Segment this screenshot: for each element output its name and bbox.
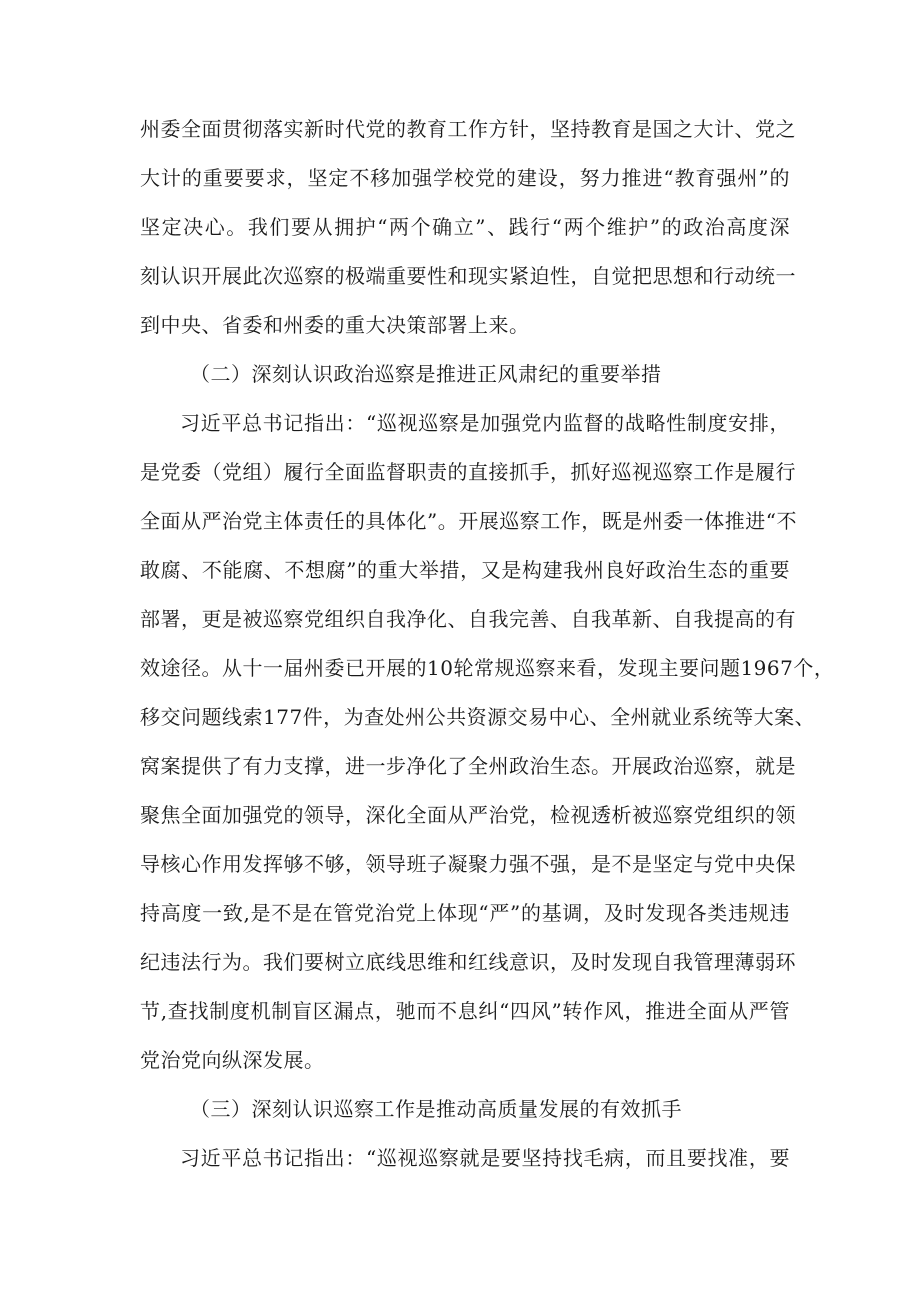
paragraph-2-line-9: 聚焦全面加强党的领导，深化全面从严治党，检视透析被巡察党组织的领 — [140, 803, 796, 827]
paragraph-1-line-2: 大计的重要要求，坚定不移加强学校党的建设，努力推进“教育强州”的 — [140, 166, 790, 190]
paragraph-2-line-12: 纪违法行为。我们要树立底线思维和红线意识，及时发现自我管理薄弱环 — [140, 950, 796, 974]
paragraph-2-line-2: 是党委（党组）履行全面监督职责的直接抓手，抓好巡视巡察工作是履行 — [140, 460, 796, 484]
paragraph-1-line-1: 州委全面贯彻落实新时代党的教育工作方针，坚持教育是国之大计、党之 — [140, 117, 796, 141]
paragraph-2-line-13: 节,查找制度机制盲区漏点，驰而不息纠“四风”转作风，推进全面从严管 — [140, 999, 790, 1023]
paragraph-2-line-14: 党治党向纵深发展。 — [140, 1048, 325, 1072]
paragraph-2-line-10: 导核心作用发挥够不够，领导班子凝聚力强不强，是不是坚定与党中央保 — [140, 852, 796, 876]
paragraph-2-line-11: 持高度一致,是不是在管党治党上体现“严”的基调，及时发现各类违规违 — [140, 901, 790, 925]
paragraph-2-line-7: 移交问题线索177件，为查处州公共资源交易中心、全州就业系统等大案、 — [140, 705, 816, 729]
paragraph-1-line-4: 刻认识开展此次巡察的极端重要性和现实紧迫性，自觉把思想和行动统一 — [140, 264, 796, 288]
paragraph-2-line-4: 敢腐、不能腐、不想腐”的重大举措，又是构建我州良好政治生态的重要 — [140, 558, 790, 582]
paragraph-3-line-1: 习近平总书记指出：“巡视巡察就是要坚持找毛病，而且要找准，要 — [180, 1146, 790, 1170]
paragraph-2-line-8: 窝案提供了有力支撑，进一步净化了全州政治生态。开展政治巡察，就是 — [140, 754, 796, 778]
paragraph-2-line-3: 全面从严治党主体责任的具体化”。开展巡察工作，既是州委一体推进“不 — [140, 509, 797, 533]
paragraph-2-line-6: 效途径。从十一届州委已开展的10轮常规巡察来看，发现主要问题1967个， — [140, 656, 835, 680]
paragraph-1-line-5: 到中央、省委和州委的重大决策部署上来。 — [140, 313, 530, 337]
paragraph-1-line-3: 坚定决心。我们要从拥护“两个确立”、践行“两个维护”的政治高度深 — [140, 215, 790, 239]
paragraph-2-line-5: 部署，更是被巡察党组织自我净化、自我完善、自我革新、自我提高的有 — [140, 607, 796, 631]
paragraph-2-line-1: 习近平总书记指出：“巡视巡察是加强党内监督的战略性制度安排， — [180, 411, 790, 435]
section-heading-3: （三）深刻认识巡察工作是推动高质量发展的有效抓手 — [190, 1097, 682, 1121]
section-heading-2: （二）深刻认识政治巡察是推进正风肃纪的重要举措 — [190, 362, 662, 386]
